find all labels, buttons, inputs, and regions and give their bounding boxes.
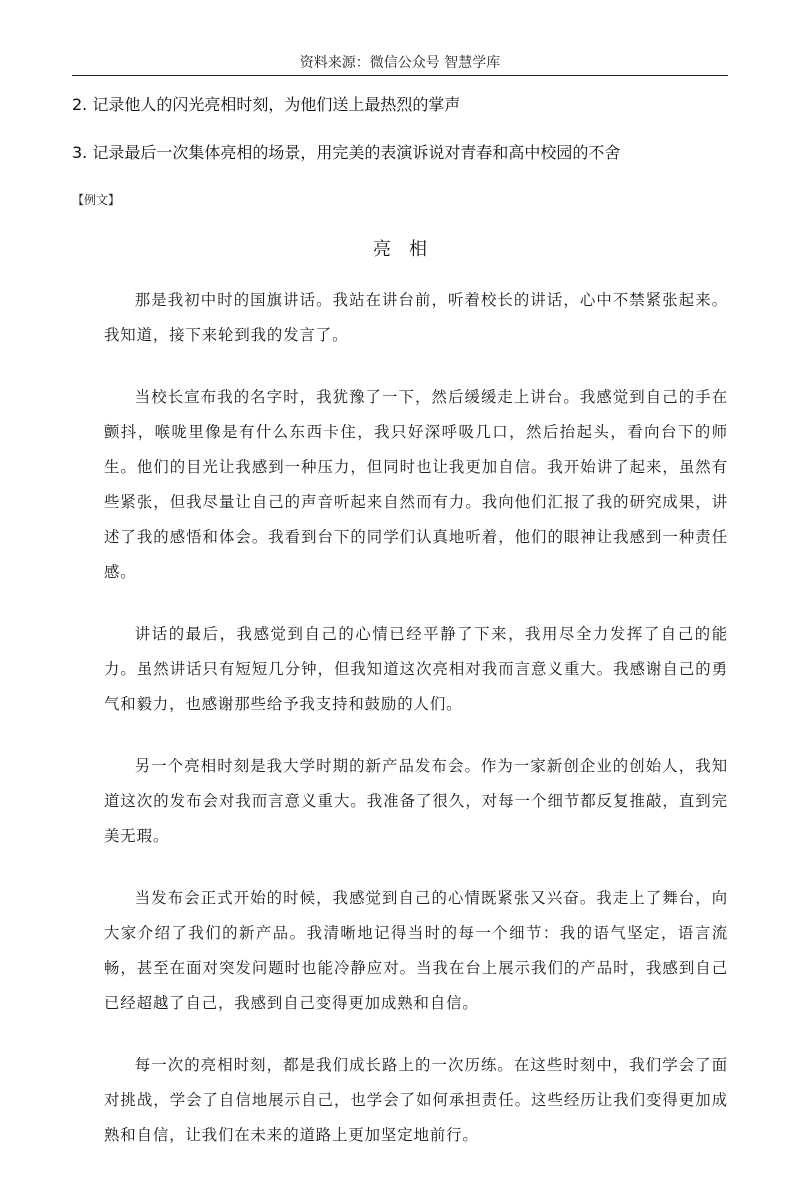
requirement-item-3: 3. 记录最后一次集体亮相的场景，用完美的表演诉说对青春和高中校园的不舍 (72, 143, 621, 162)
essay-body (104, 283, 728, 1180)
essay-paragraph-4: 另一个亮相时刻是我大学时期的新产品发布会。作为一家新创企业的创始人，我知道这次的发布会对我而言意义重大。我准备了很久，对每一个细节都反复推敲，直到完美无瑕。 (104, 757, 728, 845)
requirement-item-2: 2. 记录他人的闪光亮相时刻，为他们送上最热烈的掌声 (72, 95, 461, 114)
example-label: 【例文】 (72, 193, 121, 207)
header-divider (72, 75, 728, 76)
essay-paragraph-6: 每一次的亮相时刻，都是我们成长路上的一次历练。在这些时刻中，我们学会了面对挑战，学会了自信地展示自己，也学会了如何承担责任。这些经历让我们变得更加成熟和自信，让我们在未来的道路上更加坚定地前行。 (104, 1056, 728, 1144)
essay-paragraph-1: 那是我初中时的国旗讲话。我站在讲台前，听着校长的讲话，心中不禁紧张起来。我知道，接下来轮到我的发言了。 (104, 291, 728, 344)
page-header-source: 资料来源：微信公众号 智慧学库 (299, 55, 501, 71)
essay-paragraph-2: 当校长宣布我的名字时，我犹豫了一下，然后缓缓走上讲台。我感觉到自己的手在颤抖，喉咙里像是有什么东西卡住，我只好深呼吸几口，然后抬起头，看向台下的师生。他们的目光让我感到一种压力，但同时也让我更加自信。我开始讲了起来，虽然有些紧张，但我尽量让自己的声音听起来自然而有力。我向他们汇报了我的研究成果，讲述了我的感悟和体会。我看到台下的同学们认真地听着，他们的眼神让我感到一种责任感。 (104, 388, 728, 581)
essay-paragraph-3: 讲话的最后，我感觉到自己的心情已经平静了下来，我用尽全力发挥了自己的能力。虽然讲话只有短短几分钟，但我知道这次亮相对我而言意义重大。我感谢自己的勇气和毅力，也感谢那些给予我支持和鼓励的人们。 (104, 625, 728, 713)
essay-paragraph-5: 当发布会正式开始的时候，我感觉到自己的心情既紧张又兴奋。我走上了舞台，向大家介绍了我们的新产品。我清晰地记得当时的每一个细节：我的语气坚定，语言流畅，甚至在面对突发问题时也能冷静应对。当我在台上展示我们的产品时，我感到自己已经超越了自己，我感到自己变得更加成熟和自信。 (104, 889, 728, 1012)
essay-title: 亮相 (373, 239, 445, 260)
